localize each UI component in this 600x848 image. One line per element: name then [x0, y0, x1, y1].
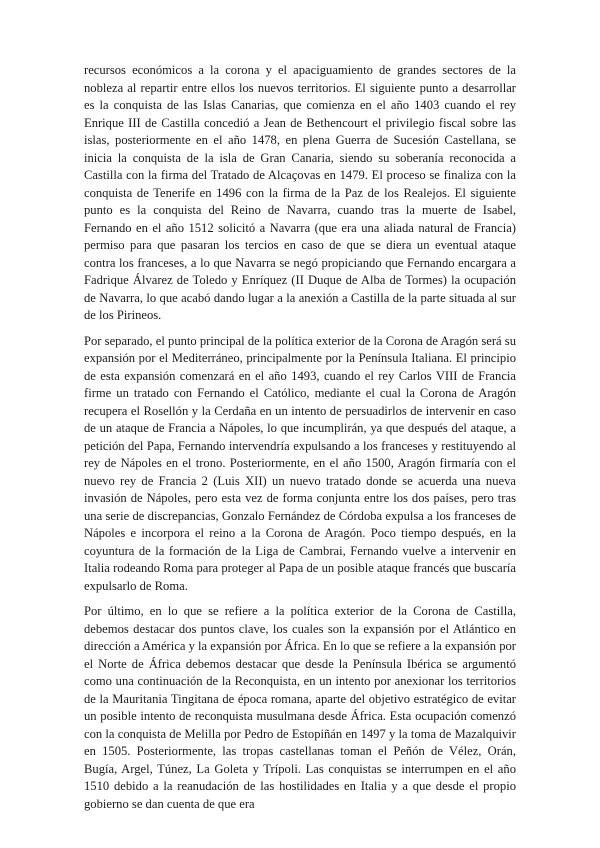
paragraph-1: recursos económicos a la corona y el apaciguamiento de grandes sectores de la nobleza al repartir entre ellos los nuevos territorios. El siguiente punto a desarrollar es la conquista de las Islas Canarias, que comienza en el año 1403 cuando el rey Enrique III de Castilla concedió a Jean de Bethencourt el privilegio fiscal sobre las islas, posteriormente en el año 1478, en plena Guerra de Sucesión Castellana, se inicia la conquista de la isla de Gran Canaria, siendo su soberanía reconocida a Castilla con la firma del Tratado de Alcaçovas en 1479. El proceso se finaliza con la conquista de Tenerife en 1496 con la firma de la Paz de los Realejos. El siguiente punto es la conquista del Reino de Navarra, cuando tras la muerte de Isabel, Fernando en el año 1512 solicitó a Navarra (que era una aliada natural de Francia) permiso para que pasaran los tercios en caso de que se diera un eventual ataque contra los franceses, a lo que Navarra se negó propiciando que Fernando encargara a Fadrique Álvarez de Toledo y Enríquez (II Duque de Alba de Tormes) la ocupación de Navarra, lo que acabó dando lugar a la anexión a Castilla de la parte situada al sur de los Pirineos. [84, 63, 516, 322]
body-text [84, 62, 516, 821]
paragraph-3: Por último, en lo que se refiere a la política exterior de la Corona de Castilla, debemos destacar dos puntos clave, los cuales son la expansión por el Atlántico en dirección a América y la expansión por África. En lo que se refiere a la expansión por el Norte de África debemos destacar que desde la Península Ibérica se argumentó como una continuación de la Reconquista, en un intento por anexionar los territorios de la Mauritania Tingitana de época romana, aparte del objetivo estratégico de evitar un posible intento de reconquista musulmana desde África. Esta ocupación comenzó con la conquista de Melilla por Pedro de Estopiñán en 1497 y la toma de Mazalquivir en 1505. Posteriormente, las tropas castellanas toman el Peñón de Vélez, Orán, Bugía, Argel, Túnez, La Goleta y Trípoli. Las conquistas se interrumpen en el año 1510 debido a la reanudación de las hostilidades en Italia y a que desde el propio gobierno se dan cuenta de que era [84, 604, 516, 811]
paragraph-2: Por separado, el punto principal de la política exterior de la Corona de Aragón será su expansión por el Mediterráneo, principalmente por la Península Italiana. El principio de esta expansión comenzará en el año 1493, cuando el rey Carlos VIII de Francia firme un tratado con Fernando el Católico, mediante el cual la Corona de Aragón recupera el Rosellón y la Cerdaña en un intento de persuadirlos de intervenir en caso de un ataque de Francia a Nápoles, lo que incumplirán, ya que después del ataque, a petición del Papa, Fernando intervendría expulsando a los franceses y restituyendo al rey de Nápoles en el trono. Posteriormente, en el año 1500, Aragón firmaría con el nuevo rey de Francia 2 (Luis XII) un nuevo tratado donde se acuerda una nueva invasión de Nápoles, pero esta vez de forma conjunta entre los dos países, pero tras una serie de discrepancias, Gonzalo Fernández de Córdoba expulsa a los franceses de Nápoles e incorpora el reino a la Corona de Aragón. Poco tiempo después, en la coyuntura de la formación de la Liga de Cambrai, Fernando vuelve a intervenir en Italia rodeando Roma para proteger al Papa de un posible ataque francés que buscaría expulsarlo de Roma. [84, 333, 516, 593]
